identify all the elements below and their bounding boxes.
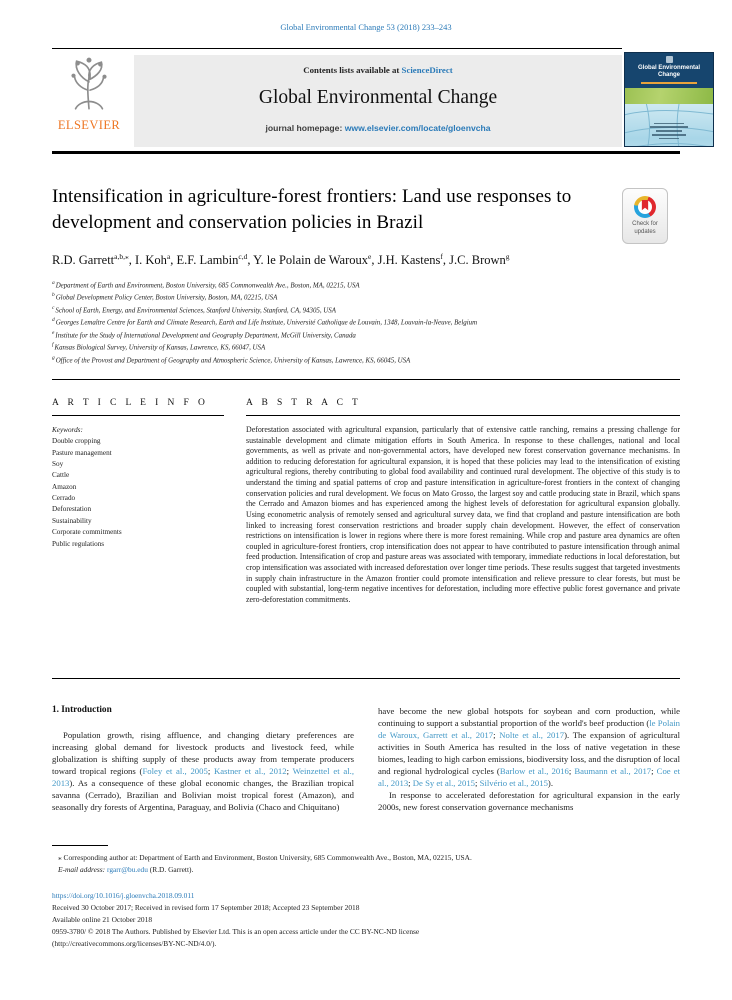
body-text: ; (207, 766, 215, 777)
author: I. Koh$^a$ , (135, 253, 177, 267)
cover-green-band (625, 88, 713, 104)
body-text: ; (568, 766, 575, 777)
journal-banner (134, 55, 622, 147)
affiliation: $^b$Global Development Policy Center, Boston University, Boston, MA, 02215, USA (52, 292, 278, 302)
keyword: Soy (52, 459, 64, 468)
citation-link[interactable]: Coe et al., 2013 (378, 766, 680, 789)
journal-homepage-link[interactable]: www.elsevier.com/locate/gloenvcha (344, 123, 491, 133)
author: Y. le Polain de Waroux$^e$ , (253, 253, 377, 267)
journal-masthead (52, 48, 700, 150)
journal-homepage-line (134, 123, 622, 133)
corresponding-author-note: ⁎ Corresponding author at: Department of Earth and Environment, Boston University, 685 Commonwealth Ave., Boston, MA, 02215, USA. (58, 853, 472, 863)
crossmark-icon (634, 196, 656, 218)
citation-link[interactable]: Weinzettel et al., 2013 (52, 766, 354, 789)
affiliation: $^d$Georges Lemaître Centre for Earth and Climate Research, Earth and Life Institute, Université Catholique de Louvain, 1348, Louvain-la-Neuve, Belgium (52, 317, 478, 327)
section-divider-rule (52, 379, 680, 380)
body-text: ). As a consequence of these global economic changes, the Brazilian tropical savanna (Cerrado), Brazilian and Bolivian moist tropical forest (Amazon), and seasonally dry forests of Argentina, Paraguay, and Bolivia (Chaco and Chiquitano) (52, 778, 354, 813)
doi-link[interactable]: https://doi.org/10.1016/j.gloenvcha.2018.09.011 (52, 891, 195, 901)
contents-list-line (134, 65, 622, 75)
body-text: Population growth, rising affluence, and changing dietary preferences are increasing global demand for livestock products and livestock feed, while globalization is shifting supply of these products away from temperate producers toward tropical regions ( (52, 729, 354, 777)
author-list (52, 251, 680, 267)
keyword: Public regulations (52, 539, 105, 548)
body-right-column (378, 705, 680, 813)
keyword: Sustainability (52, 516, 92, 525)
affiliation: $^e$Institute for the Study of International Development and Geography Department, McGill University, Canada (52, 329, 356, 339)
masthead-bottom-rule (52, 151, 680, 154)
citation-link[interactable]: Foley et al., 2005 (142, 766, 208, 777)
affiliation: $^a$Department of Earth and Environment, Boston University, 685 Commonwealth Ave., Boston, MA, 02215, USA (52, 279, 360, 289)
email-link[interactable]: rgarr@bu.edu (107, 864, 148, 874)
keyword: Corporate commitments (52, 528, 122, 537)
body-text: ; (286, 766, 293, 777)
keyword: Deforestation (52, 505, 92, 514)
body-text: ). (547, 778, 553, 789)
affiliation: $^c$School of Earth, Energy, and Environmental Sciences, Stanford University, Stanford, CA, 94305, USA (52, 304, 336, 314)
check-updates-label: Check for updates (632, 221, 658, 235)
abstract-column (246, 398, 680, 666)
body-text: ; (408, 778, 413, 789)
body-text: ; (475, 778, 480, 789)
cover-title: Global Environmental Change (637, 65, 700, 79)
keyword: Pasture management (52, 448, 112, 457)
body-left-column (52, 705, 354, 813)
body-text: have become the new global hotspots for soybean and corn production, while continuing to support a substantial proportion of the world's beef production ( (378, 705, 680, 729)
affiliation: $^g$Office of the Provost and Department of Geography and Atmospheric Science, University of Kansas, Lawrence, KS, 66045, USA (52, 354, 411, 364)
abstract-bottom-rule (52, 678, 680, 679)
affiliations (52, 279, 680, 366)
body-paragraph (378, 705, 680, 789)
keywords-label: Keywords: (52, 425, 83, 434)
journal-citation: Global Environmental Change 53 (2018) 233–243 (280, 22, 452, 32)
author: R.D. Garrett$^{a,b,⁎}$ , (52, 253, 135, 267)
citation-link[interactable]: Barlow et al., 2016 (499, 766, 569, 777)
abstract-text: Deforestation associated with agricultural expansion, particularly that of extensive cattle ranching, remains a pressing challenge for sustainable development and climate mitigation efforts in South America. In response to these challenges, national and local governments, as well as private and non-governmental actors, have developed new forest conservation governance mechanisms. In addition to reducing deforestation for agricultural expansion, it is hoped that these policies may lead to the intensification of existing agricultural regions, thereby contributing to global food availability and continued rural development. The objective of this study is to understand the timing and spatial patterns of crop and pasture intensification in agriculture-forest frontiers in the context of changing conservation policies and rural development. We focus on Mato Grosso, the largest soy and cattle producing state in Brazil, which spans the Cerrado and Amazon biomes and has experienced among the highest levels of deforestation for agricultural expansion globally. Using econometric analysis of remotely sensed and agricultural survey data, we find that cropland and pasture intensification are both linked to increasing forest conservation restrictions and broader supply chain development. However, the effect of conservation restrictions on intensification is lower in regions where there is more forest remaining. While crop and pasture area dynamics are often coupled in agriculture-forest frontiers, crop intensification does not appear to have contributed to pasture intensification through animal feed production. Intensification of crop and pasture areas was associated with temporary, immediate reductions in local deforestation, but crop intensification was associated with increased deforestation over longer time periods. These results suggest that targeted investments in supply chain infrastructure in the Amazon frontier could promote intensification and relieve pressure to clear forests, but must be coupled with substantial, long-term negative incentives for deforestation, including more effective public forest governance and private zero-deforestation commitments. (246, 424, 680, 604)
body-text: ; (651, 766, 657, 777)
license-line: (http://creativecommons.org/licenses/BY-NC-ND/4.0/). (52, 938, 217, 948)
received-dates: Received 30 October 2017; Received in revised form 17 September 2018; Accepted 23 September 2018 (52, 903, 360, 913)
cover-tagline-bar (641, 82, 697, 84)
citation-link[interactable]: Kastner et al., 2012 (214, 766, 287, 777)
elsevier-tree-icon (52, 55, 126, 117)
journal-title: Global Environmental Change (258, 87, 498, 108)
citation-link[interactable]: Nolte et al., 2017 (499, 730, 565, 741)
footnote-block (52, 845, 680, 949)
body-text: ; (493, 730, 500, 741)
keyword: Cattle (52, 471, 70, 480)
email-label: E-mail address: (58, 864, 107, 874)
article-info-column (52, 398, 224, 666)
footnote-rule (52, 845, 108, 846)
article-info-heading: A R T I C L E I N F O (52, 398, 224, 416)
elsevier-logo[interactable] (52, 55, 126, 147)
publication-info (52, 890, 680, 949)
body-paragraph (52, 729, 354, 813)
sciencedirect-link[interactable]: ScienceDirect (401, 65, 453, 75)
article-title: Intensification in agriculture-forest frontiers: Land use responses to development and conservation policies in Brazil (52, 186, 572, 234)
author: E.F. Lambin$^{c,d}$ , (177, 253, 254, 267)
body-paragraph (378, 789, 680, 813)
email-suffix: (R.D. Garrett). (147, 864, 194, 874)
cover-text-placeholder (649, 120, 689, 141)
keyword: Cerrado (52, 494, 76, 503)
abstract-heading: A B S T R A C T (246, 398, 680, 416)
citation-link[interactable]: le Polain de Waroux, Garrett et al., 2017 (378, 718, 680, 741)
section-heading-introduction: 1. Introduction (52, 704, 112, 715)
author: J.C. Brown$^g$ (449, 251, 510, 267)
homepage-prefix: journal homepage: (265, 123, 345, 133)
masthead-banner (52, 48, 622, 147)
available-online: Available online 21 October 2018 (52, 915, 153, 925)
cover-globe-graphic (625, 104, 713, 146)
citation-link[interactable]: Baumann et al., 2017 (574, 766, 652, 777)
body-text: ). The expansion of agricultural activities in South America has resulted in the loss of native vegetation in these biomes, leading to high carbon emissions, biodiversity loss, and the disruption of local and regional hydrological cycles ( (378, 730, 681, 777)
body-text: In response to accelerated deforestation for agricultural expansion in the early 2000s, new forest conservation governance mechanisms (378, 790, 680, 813)
journal-cover-thumbnail[interactable] (625, 53, 713, 146)
citation-link[interactable]: Silvério et al., 2015 (479, 778, 548, 789)
keyword: Amazon (52, 482, 77, 491)
copyright-line: 0959-3780/ © 2018 The Authors. Published by Elsevier Ltd. This is an open access article under the CC BY-NC-ND license (52, 926, 420, 936)
citation-link[interactable]: De Sy et al., 2015 (412, 778, 476, 789)
affiliation: $^f$Kansas Biological Survey, University of Kansas, Lawrence, KS, 66047, USA (52, 342, 266, 352)
elsevier-wordmark: ELSEVIER (57, 118, 121, 132)
author: J.H. Kastens$^f$ , (378, 253, 450, 267)
contents-prefix: Contents lists available at (303, 65, 402, 75)
check-for-updates-badge[interactable] (622, 188, 668, 244)
cover-publisher-mark-icon (666, 56, 673, 63)
email-line (58, 864, 680, 875)
keyword: Double cropping (52, 437, 101, 446)
